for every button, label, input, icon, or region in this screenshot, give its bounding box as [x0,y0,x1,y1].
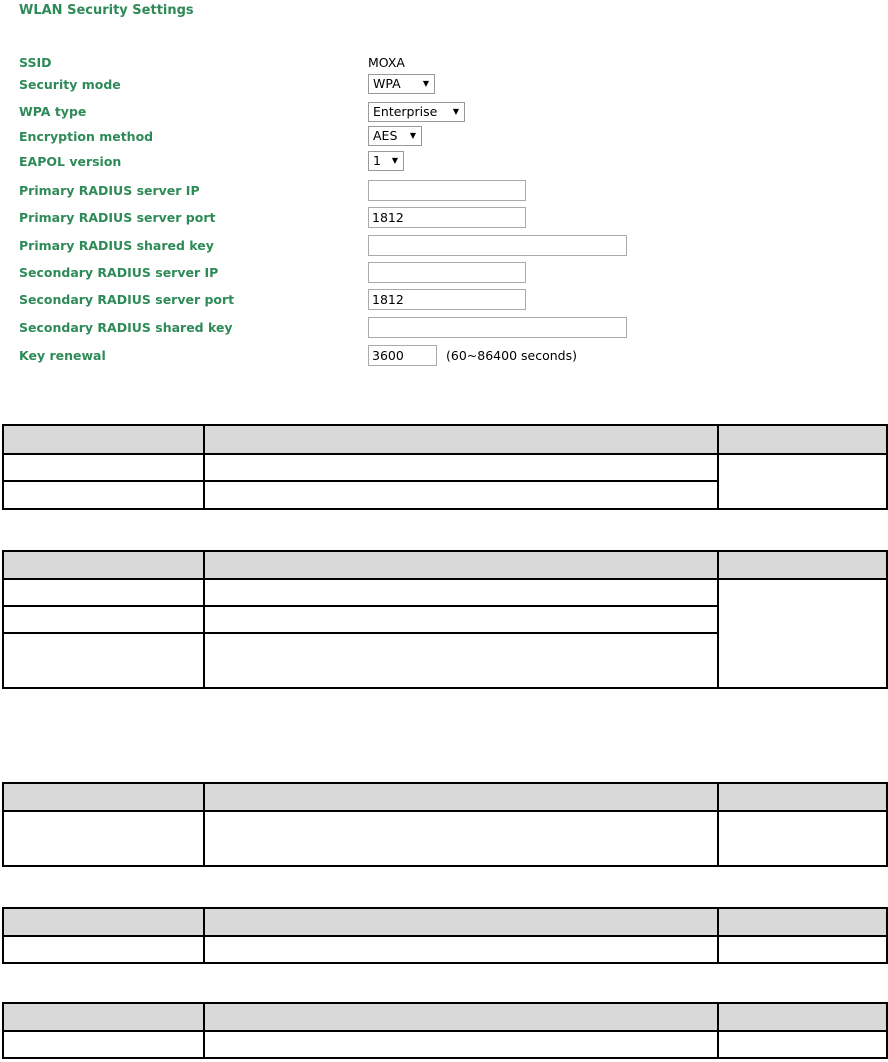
encryption-method-select[interactable] [368,126,422,146]
table-header-row [3,1003,887,1031]
table-header-cell [3,1003,204,1031]
table-cell [3,1031,204,1058]
secondary-radius-key-label: Secondary RADIUS shared key [19,320,233,335]
table-cell [718,1031,887,1058]
encryption-method-value: AES [373,128,398,143]
table-cell [718,454,887,509]
chevron-down-icon: ▼ [452,107,459,116]
table-header-cell [204,425,718,454]
table-row [3,936,887,963]
settings-table-2 [2,550,888,689]
table-cell [3,606,204,633]
key-renewal-input[interactable]: 3600 [368,345,437,366]
primary-radius-key-input[interactable] [368,235,627,256]
table-cell [204,1031,718,1058]
table-cell [3,633,204,688]
table-cell [3,936,204,963]
primary-radius-key-label: Primary RADIUS shared key [19,238,214,253]
encryption-method-label: Encryption method [19,129,154,144]
ssid-label: SSID [19,55,52,70]
security-mode-select[interactable] [368,74,435,94]
wpa-type-label: WPA type [19,104,87,119]
table-row [3,1031,887,1058]
table-cell [204,481,718,509]
eapol-version-value: 1 [373,153,381,168]
settings-table-5 [2,1002,888,1059]
table-cell [204,633,718,688]
table-cell [3,481,204,509]
table-header-cell [3,551,204,579]
primary-radius-ip-input[interactable] [368,180,526,201]
chevron-down-icon: ▼ [422,79,429,88]
settings-table-3 [2,782,888,867]
secondary-radius-ip-input[interactable] [368,262,526,283]
table-cell [3,454,204,481]
table-header-row [3,425,887,454]
table-row [3,454,887,481]
table-header-cell [204,551,718,579]
security-mode-label: Security mode [19,77,121,92]
table-row [3,811,887,866]
settings-table-1 [2,424,888,510]
table-cell [3,579,204,606]
secondary-radius-port-input[interactable]: 1812 [368,289,526,310]
table-header-cell [718,783,887,811]
primary-radius-port-label: Primary RADIUS server port [19,210,216,225]
table-header-cell [718,551,887,579]
table-cell [204,454,718,481]
table-header-row [3,908,887,936]
eapol-version-select[interactable] [368,151,404,171]
primary-radius-ip-label: Primary RADIUS server IP [19,183,200,198]
chevron-down-icon: ▼ [391,156,398,165]
table-cell [3,811,204,866]
table-cell [204,811,718,866]
security-mode-value: WPA [373,76,401,91]
table-header-cell [718,908,887,936]
wpa-type-select[interactable] [368,102,465,122]
secondary-radius-ip-label: Secondary RADIUS server IP [19,265,219,280]
table-header-cell [3,783,204,811]
key-renewal-label: Key renewal [19,348,106,363]
table-header-cell [718,1003,887,1031]
page-title: WLAN Security Settings [19,3,194,18]
chevron-down-icon: ▼ [409,131,416,140]
table-row [3,579,887,606]
table-header-cell [3,425,204,454]
table-header-cell [204,908,718,936]
table-cell [204,606,718,633]
eapol-version-label: EAPOL version [19,154,122,169]
table-header-cell [718,425,887,454]
primary-radius-port-input[interactable]: 1812 [368,207,526,228]
table-header-cell [204,1003,718,1031]
ssid-value: MOXA [368,55,405,70]
wpa-type-value: Enterprise [373,104,438,119]
table-cell [718,811,887,866]
table-cell [204,579,718,606]
secondary-radius-key-input[interactable] [368,317,627,338]
table-header-cell [204,783,718,811]
key-renewal-hint: (60~86400 seconds) [446,348,577,363]
table-header-cell [3,908,204,936]
table-header-row [3,783,887,811]
table-cell [718,579,887,688]
table-cell [718,936,887,963]
settings-table-4 [2,907,888,964]
secondary-radius-port-label: Secondary RADIUS server port [19,292,235,307]
table-header-row [3,551,887,579]
table-cell [204,936,718,963]
